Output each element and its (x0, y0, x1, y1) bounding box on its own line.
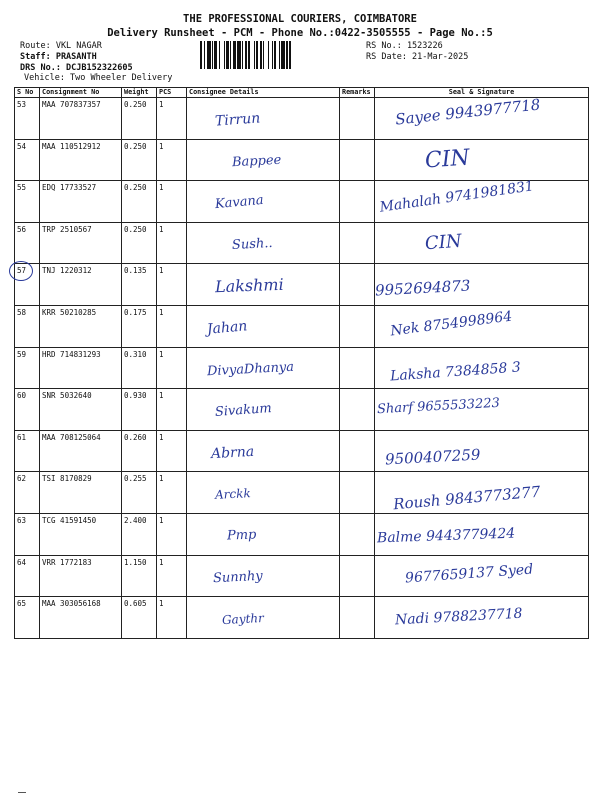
runsheet-table (14, 87, 589, 639)
cell-pcs: 1 (157, 181, 187, 223)
cell-pcs: 1 (157, 98, 187, 140)
cell-remarks (340, 264, 375, 306)
col-header-weight: Weight (122, 88, 157, 98)
staff-label: Staff: PRASANTH (20, 52, 97, 62)
rs-number: RS No.: 1523226 (366, 41, 443, 51)
col-header-consignment: Consignment No (40, 88, 122, 98)
table-row (15, 430, 589, 472)
cell-consignment-no: KRR 50210285 (40, 305, 122, 347)
handwritten-signature: Balme 9443779424 (376, 525, 516, 547)
cell-pcs: 1 (157, 305, 187, 347)
table-row (15, 555, 589, 597)
cell-remarks (340, 389, 375, 431)
cell-pcs: 1 (157, 513, 187, 555)
cell-weight: 0.175 (122, 305, 157, 347)
handwritten-signature: CIN (424, 145, 471, 174)
cell-consignee (187, 139, 340, 181)
route-label: Route: VKL NAGAR (20, 41, 102, 51)
cell-signature (375, 95, 589, 140)
table-row (15, 472, 589, 514)
cell-signature (375, 430, 589, 472)
handwritten-consignee: Sush.. (231, 235, 273, 253)
cell-remarks (340, 430, 375, 472)
table-row (15, 139, 589, 181)
handwritten-signature: Sayee 9943977718 (394, 95, 542, 129)
cell-consignee (187, 98, 340, 140)
cell-consignment-no: VRR 1772183 (40, 555, 122, 597)
cell-consignee (187, 181, 340, 223)
handwritten-consignee: DivyaDhanya (206, 359, 295, 379)
cell-weight: 2.400 (122, 513, 157, 555)
handwritten-signature: Sharf 9655533223 (376, 395, 501, 418)
cell-signature (375, 264, 589, 306)
cell-signature (375, 597, 589, 639)
handwritten-consignee: Pmp (226, 527, 257, 544)
cell-sno: 65 (15, 597, 40, 639)
col-header-signature: Seal & Signature (375, 88, 589, 98)
cell-sno: 57 (15, 264, 40, 306)
cell-sno: 54 (15, 139, 40, 181)
cell-pcs: 1 (157, 139, 187, 181)
cell-pcs: 1 (157, 555, 187, 597)
cell-pcs: 1 (157, 472, 187, 514)
cell-weight: 0.310 (122, 347, 157, 389)
handwritten-consignee: Arckk (214, 486, 252, 503)
cell-weight: 0.250 (122, 181, 157, 223)
cell-remarks (340, 555, 375, 597)
handwritten-signature: Nadi 9788237718 (394, 605, 523, 629)
cell-weight: 1.150 (122, 555, 157, 597)
table-row (15, 264, 589, 306)
cell-sno: 53 (15, 98, 40, 140)
cell-consignment-no: TRP 2510567 (40, 222, 122, 264)
cell-signature (375, 178, 589, 223)
col-header-consignee: Consignee Details (187, 88, 340, 98)
cell-consignment-no: HRD 714831293 (40, 347, 122, 389)
cell-consignment-no: MAA 110512912 (40, 139, 122, 181)
cell-weight: 0.135 (122, 264, 157, 306)
cell-consignment-no: MAA 708125064 (40, 430, 122, 472)
handwritten-consignee: Lakshmi (214, 275, 284, 297)
cell-sno: 56 (15, 222, 40, 264)
barcode (200, 41, 352, 69)
cell-consignment-no: MAA 303056168 (40, 597, 122, 639)
cell-sno: 61 (15, 430, 40, 472)
cell-weight: 0.255 (122, 472, 157, 514)
cell-consignee (187, 430, 340, 472)
col-header-sno: S No (15, 88, 40, 98)
cell-signature (375, 347, 589, 389)
cell-remarks (340, 139, 375, 181)
circle-mark (9, 261, 33, 281)
cell-consignee (187, 305, 340, 347)
cell-weight: 0.250 (122, 222, 157, 264)
rs-date: RS Date: 21-Mar-2025 (366, 52, 469, 62)
cell-weight: 0.250 (122, 98, 157, 140)
cell-consignee (187, 472, 340, 514)
cell-signature (375, 472, 589, 514)
cell-pcs: 1 (157, 389, 187, 431)
handwritten-consignee: Gaythr (221, 611, 265, 628)
cell-consignee (187, 264, 340, 306)
handwritten-consignee: Bappee (231, 152, 282, 170)
cell-consignee (187, 513, 340, 555)
cell-consignee (187, 597, 340, 639)
cell-consignee (187, 555, 340, 597)
handwritten-consignee: Abrna (210, 443, 255, 462)
cell-sno: 58 (15, 305, 40, 347)
table-row (15, 347, 589, 389)
handwritten-signature: Laksha 7384858 3 (389, 359, 522, 385)
table-row (15, 181, 589, 223)
handwritten-consignee: Jahan (206, 318, 248, 338)
cell-signature (375, 513, 589, 555)
cell-sno: 60 (15, 389, 40, 431)
cell-consignment-no: TCG 41591450 (40, 513, 122, 555)
cell-weight: 0.930 (122, 389, 157, 431)
handwritten-signature: 9952694873 (374, 276, 471, 300)
handwritten-consignee: Tirrun (214, 110, 261, 130)
cell-signature (375, 139, 589, 181)
cell-consignment-no: SNR 5032640 (40, 389, 122, 431)
cell-sno: 55 (15, 181, 40, 223)
handwritten-signature: Mahalah 9741981831 (378, 178, 535, 216)
handwritten-signature: 9500407259 (384, 445, 481, 469)
handwritten-consignee: Kavana (214, 193, 265, 213)
handwritten-signature: Nek 8754998964 (389, 308, 514, 340)
cell-consignment-no: TNJ 1220312 (40, 264, 122, 306)
cell-consignment-no: TSI 8170829 (40, 472, 122, 514)
handwritten-signature: CIN (424, 230, 463, 255)
cell-consignee (187, 347, 340, 389)
cell-pcs: 1 (157, 430, 187, 472)
cell-remarks (340, 181, 375, 223)
cell-signature (375, 555, 589, 597)
table-row (15, 305, 589, 347)
handwritten-consignee: Sivakum (214, 401, 273, 421)
table-row (15, 389, 589, 431)
cell-remarks (340, 98, 375, 140)
cell-remarks (340, 513, 375, 555)
cell-weight: 0.605 (122, 597, 157, 639)
table-row (15, 98, 589, 140)
cell-remarks (340, 222, 375, 264)
cell-remarks (340, 347, 375, 389)
cell-signature (375, 389, 589, 431)
cell-pcs: 1 (157, 597, 187, 639)
col-header-remarks: Remarks (340, 88, 375, 98)
cell-pcs: 1 (157, 264, 187, 306)
col-header-pcs: PCS (157, 88, 187, 98)
cell-sno: 59 (15, 347, 40, 389)
drs-number: DRS No.: DCJB152322605 (20, 63, 133, 73)
cell-weight: 0.260 (122, 430, 157, 472)
handwritten-consignee: Sunnhy (212, 568, 264, 586)
table-row (15, 513, 589, 555)
company-title: THE PROFESSIONAL COURIERS, COIMBATORE (183, 13, 417, 25)
table-header-row (15, 88, 589, 98)
handwritten-signature: 9677659137 Syed (404, 561, 534, 586)
cell-remarks (340, 597, 375, 639)
cell-pcs: 1 (157, 222, 187, 264)
table-row (15, 597, 589, 639)
cell-pcs: 1 (157, 347, 187, 389)
handwritten-signature: Roush 9843773277 (392, 482, 542, 514)
cell-remarks (340, 472, 375, 514)
cell-consignee (187, 222, 340, 264)
vehicle-label: Vehicle: Two Wheeler Delivery (24, 73, 173, 83)
runsheet-subtitle: Delivery Runsheet - PCM - Phone No.:0422-3505555 - Page No.:5 (107, 27, 493, 39)
cell-sno: 64 (15, 555, 40, 597)
cell-remarks (340, 305, 375, 347)
cell-consignment-no: EDQ 17733527 (40, 181, 122, 223)
cell-signature (375, 222, 589, 264)
cell-sno: 62 (15, 472, 40, 514)
cell-consignee (187, 389, 340, 431)
cell-consignment-no: MAA 707837357 (40, 98, 122, 140)
cell-signature (375, 305, 589, 347)
footer-mark (18, 792, 26, 796)
cell-weight: 0.250 (122, 139, 157, 181)
cell-sno: 63 (15, 513, 40, 555)
table-row (15, 222, 589, 264)
